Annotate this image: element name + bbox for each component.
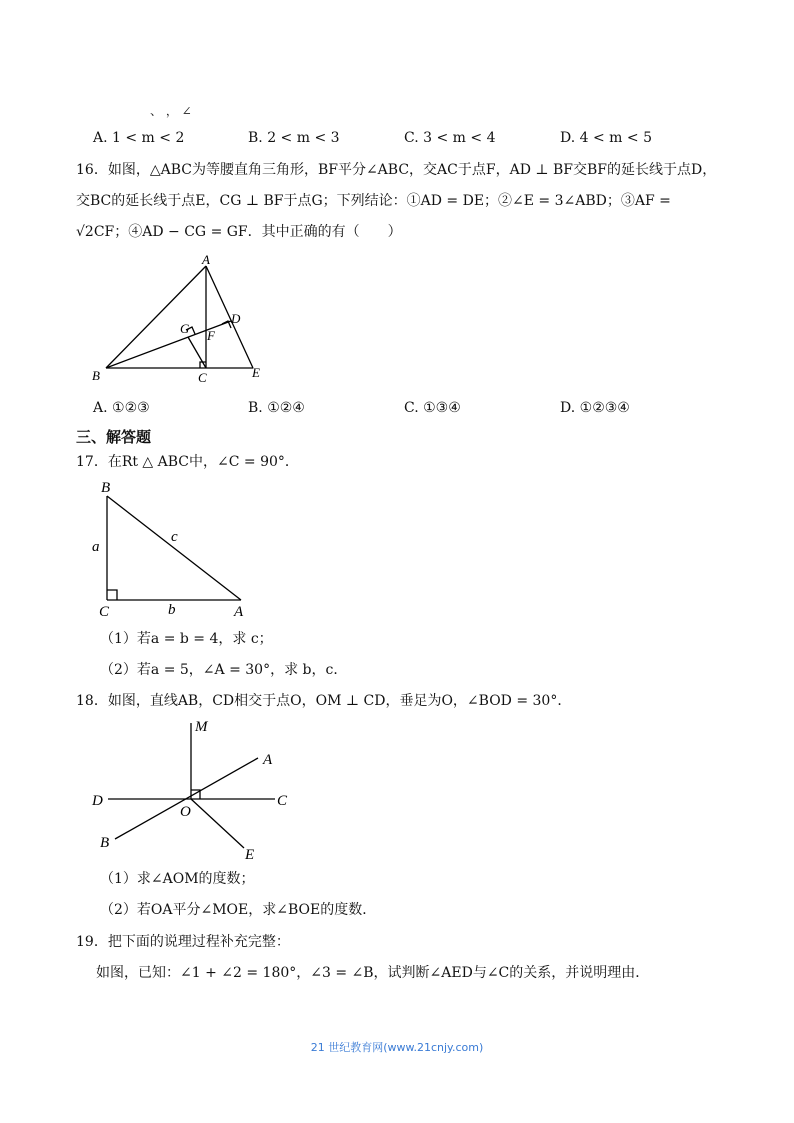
q16-option-a: A. ①②③ — [93, 400, 150, 416]
q16-stem-line1: 16．如图，△ABC为等腰直角三角形，BF平分∠ABC，交AC于点F，AD ⊥ BF交BF的延长线于点D， — [76, 162, 717, 178]
q16-label-B: B — [92, 368, 100, 383]
q17-label-c: c — [171, 529, 178, 545]
q16-label-E: E — [252, 365, 260, 380]
q17-stem: 17．在Rt △ ABC中，∠C = 90°． — [76, 454, 299, 470]
q17-label-B: B — [101, 480, 111, 496]
q15-option-c: C. 3 < m < 4 — [404, 130, 496, 146]
q16-option-d: D. ①②③④ — [560, 400, 630, 416]
q15-option-a: A. 1 < m < 2 — [93, 130, 185, 146]
q16-label-C: C — [198, 370, 207, 385]
q15-option-d: D. 4 < m < 5 — [560, 130, 652, 146]
q19-stem: 19．把下面的说理过程补充完整： — [76, 934, 290, 950]
q17-label-A: A — [234, 604, 244, 620]
q17-label-a: a — [92, 539, 100, 555]
q18-part1: （1）求∠AOM的度数； — [100, 871, 255, 887]
q18-label-M: M — [195, 719, 208, 735]
q16-label-A: A — [202, 252, 210, 267]
q18-stem: 18．如图，直线AB，CD相交于点O，OM ⊥ CD，垂足为O，∠BOD = 30°． — [76, 693, 572, 709]
q18-label-D: D — [92, 793, 103, 809]
q18-label-C: C — [277, 793, 288, 809]
q18-label-O: O — [180, 804, 191, 820]
q18-label-A: A — [263, 752, 273, 768]
q16-label-D: D — [231, 311, 241, 326]
q17-right-triangle-figure — [86, 476, 256, 622]
q16-label-G: G — [180, 321, 190, 336]
section-title: 三、解答题 — [76, 428, 152, 446]
q17-label-C: C — [99, 604, 110, 620]
q16-stem-line3: √2CF；④AD − CG = GF．其中正确的有（ ） — [76, 224, 402, 240]
top-residual-marks: 、 ， ∠ — [150, 104, 192, 118]
q19-line1: 如图，已知：∠1 + ∠2 = 180°，∠3 = ∠B，试判断∠AED与∠C的关系，并说明理由． — [96, 965, 650, 981]
q18-part2: （2）若OA平分∠MOE，求∠BOE的度数． — [100, 902, 377, 918]
q18-label-B: B — [100, 835, 110, 851]
footer-source: 21 世纪教育网(www.21cnjy.com) — [310, 1041, 484, 1054]
q17-part2: （2）若a = 5，∠A = 30°，求 b，c． — [100, 662, 348, 678]
q16-option-b: B. ①②④ — [248, 400, 305, 416]
q16-option-c: C. ①③④ — [404, 400, 461, 416]
q15-option-b: B. 2 < m < 3 — [248, 130, 340, 146]
q17-part1: （1）若a = b = 4，求 c； — [100, 631, 273, 647]
q16-triangle-figure — [88, 252, 278, 387]
q16-label-F: F — [207, 328, 215, 343]
q18-intersecting-lines-figure — [88, 713, 308, 863]
q17-label-b: b — [168, 602, 176, 618]
q16-stem-line2: 交BC的延长线于点E，CG ⊥ BF于点G；下列结论：①AD = DE；②∠E = 3∠ABD；③AF = — [76, 193, 671, 209]
q18-label-E: E — [245, 847, 255, 863]
